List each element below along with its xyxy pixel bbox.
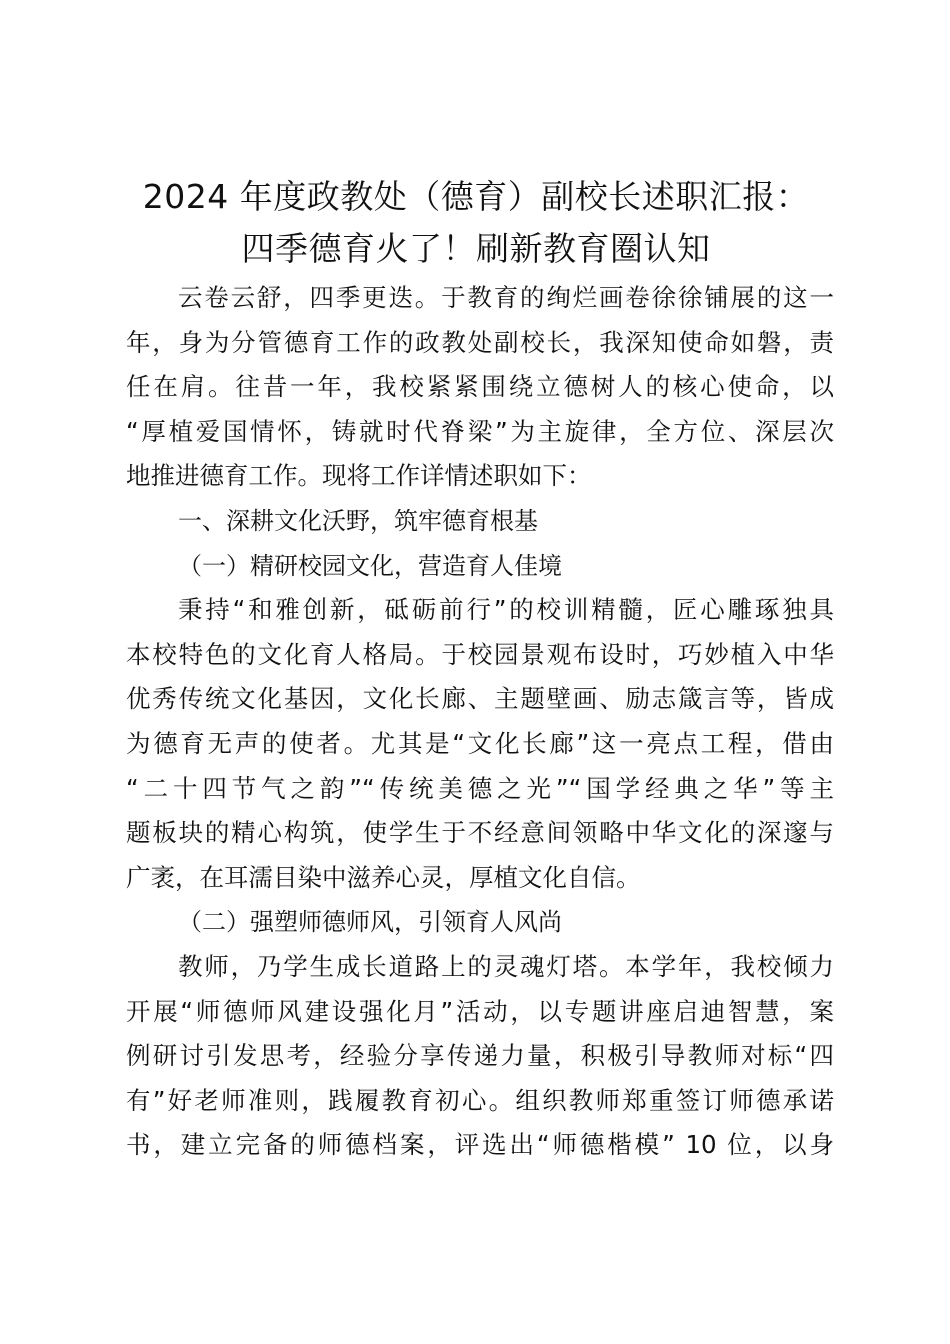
paragraph-line: 年，身为分管德育工作的政教处副校长，我深知使命如磐，责 xyxy=(126,327,834,357)
paragraph-line: “二十四节气之韵”“传统美德之光”“国学经典之华”等主 xyxy=(126,773,834,803)
document-title-line-1: 2024 年度政教处（德育）副校长述职汇报： xyxy=(142,177,810,216)
paragraph-line: 秉持“和雅创新，砥砺前行”的校训精髓，匠心雕琢独具 xyxy=(178,595,834,625)
paragraph-line: 云卷云舒，四季更迭。于教育的绚烂画卷徐徐铺展的这一 xyxy=(178,283,834,312)
paragraph-line: “厚植爱国情怀，铸就时代脊梁”为主旋律，全方位、深层次 xyxy=(126,416,834,446)
paragraph-line: 任在肩。往昔一年，我校紧紧围绕立德树人的核心使命，以 xyxy=(126,372,834,402)
paragraph-line: 教师，乃学生成长道路上的灵魂灯塔。本学年，我校倾力 xyxy=(178,951,834,981)
subsection-heading: （一）精研校园文化，营造育人佳境 xyxy=(178,551,562,580)
section-heading: 一、深耕文化沃野，筑牢德育根基 xyxy=(178,506,538,535)
paragraph-line: 广袤，在耳濡目染中滋养心灵，厚植文化自信。 xyxy=(126,862,641,892)
paragraph-line: 开展“师德师风建设强化月”活动，以专题讲座启迪智慧，案 xyxy=(126,996,834,1026)
document-body xyxy=(126,276,834,1168)
paragraph-line: 书，建立完备的师德档案，评选出“师德楷模” 10 位，以身 xyxy=(126,1130,834,1160)
paragraph-line: 有”好老师准则，践履教育初心。组织教师郑重签订师德承诺 xyxy=(126,1085,834,1115)
paragraph-line: 为德育无声的使者。尤其是“文化长廊”这一亮点工程，借由 xyxy=(126,728,834,758)
paragraph-line: 地推进德育工作。现将工作详情述职如下： xyxy=(126,461,592,491)
paragraph-line: 题板块的精心构筑，使学生于不经意间领略中华文化的深邃与 xyxy=(126,818,834,848)
document-title-line-2: 四季德育火了！刷新教育圈认知 xyxy=(241,229,711,268)
paragraph-line: 本校特色的文化育人格局。于校园景观布设时，巧妙植入中华 xyxy=(126,639,834,669)
paragraph-line: 优秀传统文化基因，文化长廊、主题壁画、励志箴言等，皆成 xyxy=(126,684,834,714)
paragraph-line: 例研讨引发思考，经验分享传递力量，积极引导教师对标“四 xyxy=(126,1041,834,1071)
subsection-heading: （二）强塑师德师风，引领育人风尚 xyxy=(178,908,562,937)
